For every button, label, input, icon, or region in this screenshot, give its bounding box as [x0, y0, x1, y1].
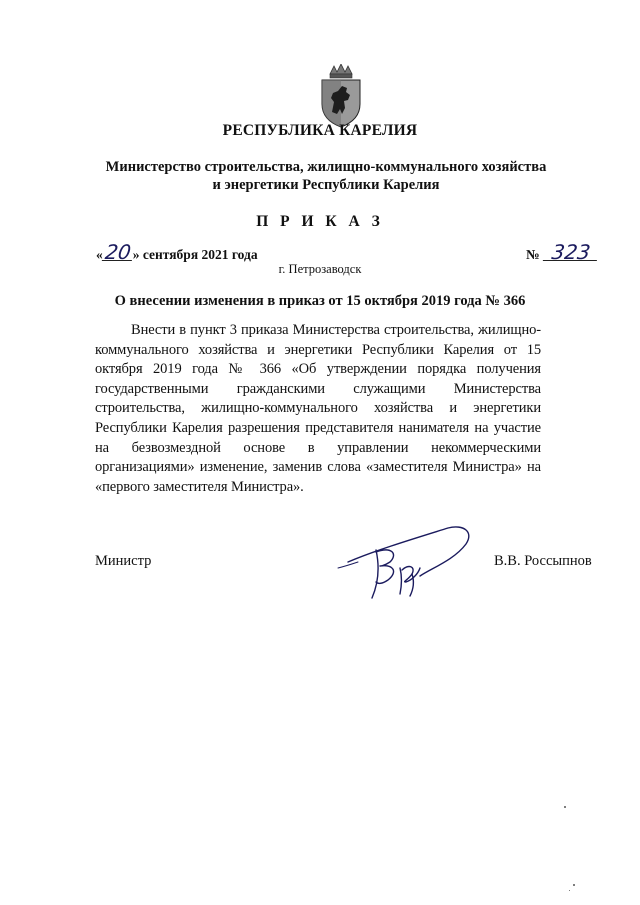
handwritten-signature-icon	[336, 510, 486, 610]
number-label: №	[526, 247, 540, 262]
ministry-name: Министерство строительства, жилищно-коммунального хозяйства и энергетики Республики Карелия	[105, 159, 547, 193]
republic-title: РЕСПУБЛИКА КАРЕЛИЯ	[222, 122, 418, 139]
order-subject: О внесении изменения в приказ от 15 октября 2019 года № 366	[114, 293, 526, 309]
scan-speck	[564, 806, 566, 808]
document-type: П Р И К А З	[256, 213, 384, 230]
signer-title: Министр	[95, 553, 152, 569]
date-open-quote: «	[96, 247, 103, 262]
coat-of-arms-icon	[318, 64, 364, 128]
date-rest: » сентября 2021 года	[132, 247, 258, 262]
signer-name: В.В. Россыпнов	[494, 553, 592, 569]
scan-speck	[569, 890, 570, 891]
order-number	[526, 240, 598, 264]
city-line: г. Петрозаводск	[278, 262, 362, 276]
handwritten-number: 323	[542, 244, 598, 261]
order-date	[96, 240, 258, 264]
scan-speck	[573, 884, 575, 886]
handwritten-day: 20	[103, 240, 133, 264]
order-body-paragraph: Внести в пункт 3 приказа Министерства строительства, жилищно-коммунального хозяйства и энергетики Республики Карелия от 15 октября 2019 года № 366 «Об утверждении порядка получения государственными гражданскими служащими Министерства строительства, жилищно-коммунального хозяйства и энергетики Республики Карелия разрешения представителя нанимателя на участие на безвозмездной основе в управлении некоммерческими организациями» изменение, заменив слова «заместителя Министра» на «первого заместителя Министра».	[95, 322, 541, 495]
